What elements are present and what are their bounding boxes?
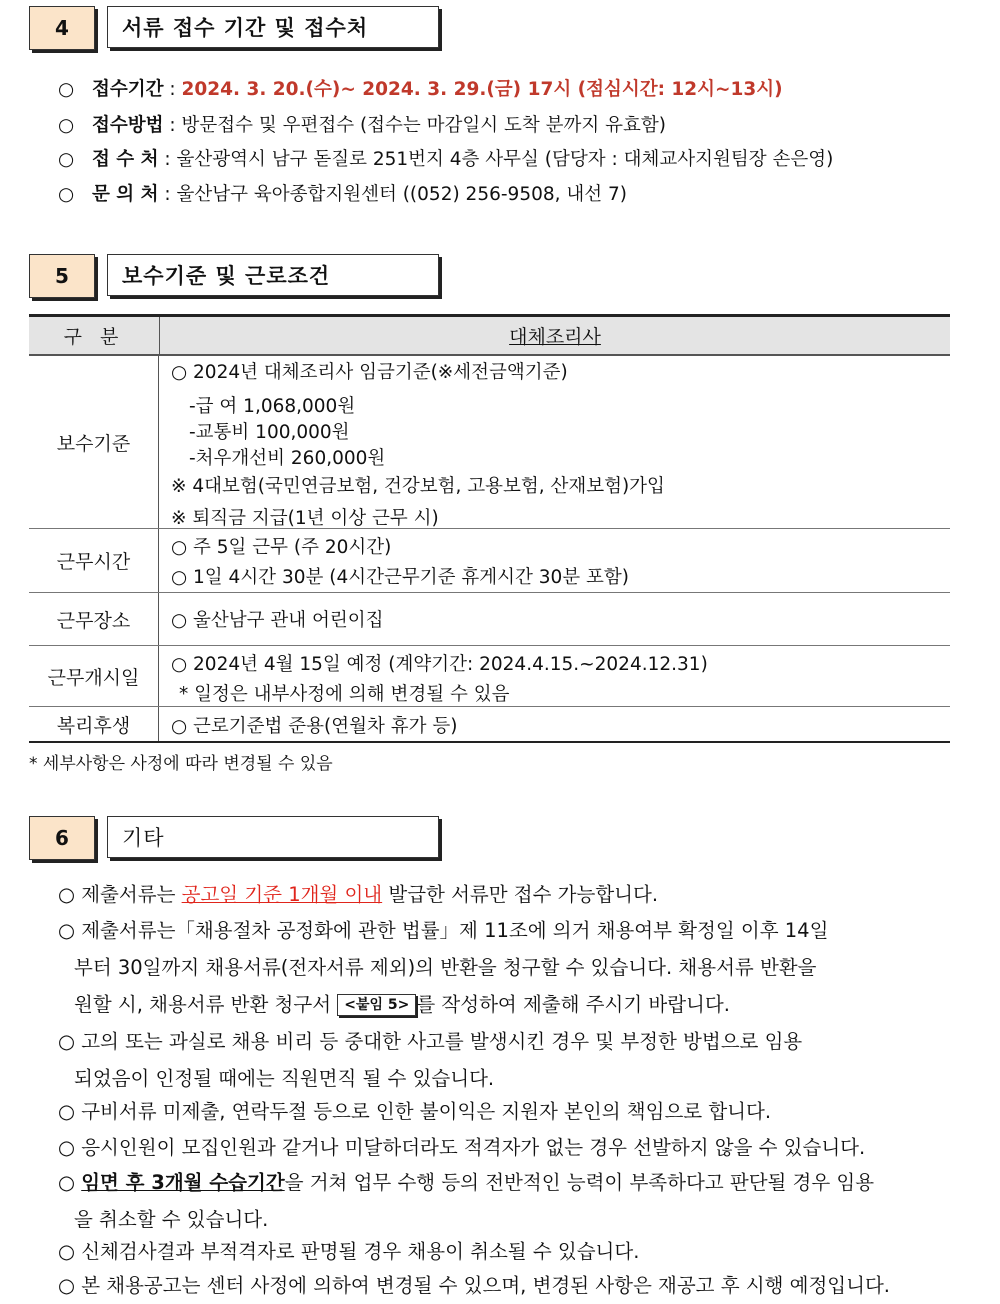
table-row-hours: 근무시간 ○ 주 5일 근무 (주 20시간) ○ 1일 4시간 30분 (4시간근무기준 휴게시간 30분 포함) xyxy=(29,529,950,593)
method-row: ○ 접수방법 : 방문접수 및 우편접수 (접수는 마감일시 도착 분까지 유효함) xyxy=(58,115,666,136)
contact-value: 울산남구 육아종합지원센터 ((052) 256-9508, 내선 7) xyxy=(176,184,627,205)
table-note: * 세부사항은 사정에 따라 변경될 수 있음 xyxy=(29,754,333,774)
period-row: ○ 접수기간 : 2024. 3. 20.(수)~ 2024. 3. 29.(금) 17시 (점심시간: 12시~13시) xyxy=(58,79,783,100)
section-number: 6 xyxy=(29,816,95,860)
etc-item-5: ○ 응시인원이 모집인원과 같거나 미달하더라도 적격자가 없는 경우 선발하지 않을 수 있습니다. xyxy=(58,1136,866,1159)
conditions-table xyxy=(29,314,950,743)
method-label: 접수방법 xyxy=(92,115,164,136)
period-label: 접수기간 xyxy=(92,79,164,100)
section-number: 5 xyxy=(29,254,95,298)
place-row: ○ 접 수 처 : 울산광역시 남구 돋질로 251번지 4층 사무실 (담당자 : 대체교사지원팀장 손은영) xyxy=(58,149,834,170)
etc-item-8: ○ 본 채용공고는 센터 사정에 의하여 변경될 수 있으며, 변경된 사항은 재공고 후 시행 예정입니다. xyxy=(58,1274,891,1297)
table-header xyxy=(29,317,950,356)
etc-item-4: ○ 구비서류 미제출, 연락두절 등으로 인한 불이익은 지원자 본인의 책임으로 합니다. xyxy=(58,1100,772,1123)
row-label: 근무시간 xyxy=(29,529,159,592)
contact-row: ○ 문 의 처 : 울산남구 육아종합지원센터 ((052) 256-9508, 내선 7) xyxy=(58,184,627,205)
header-position: 대체조리사 xyxy=(509,326,601,348)
etc-item-6: ○ 임면 후 3개월 수습기간을 거쳐 업무 수행 등의 전반적인 능력이 부족하다고 판단될 경우 임용 을 취소할 수 있습니다. xyxy=(58,1171,875,1231)
method-value: 방문접수 및 우편접수 (접수는 마감일시 도착 분까지 유효함) xyxy=(181,115,666,136)
section-title: 기타 xyxy=(107,816,439,858)
place-value: 울산광역시 남구 돋질로 251번지 4층 사무실 (담당자 : 대체교사지원팀장 손은영) xyxy=(176,149,834,170)
section-title: 서류 접수 기간 및 접수처 xyxy=(107,6,439,48)
section-number: 4 xyxy=(29,6,95,50)
etc-item-7: ○ 신체검사결과 부적격자로 판명될 경우 채용이 취소될 수 있습니다. xyxy=(58,1240,640,1263)
table-row-place: 근무장소 ○ 울산남구 관내 어린이집 xyxy=(29,593,950,646)
row-label: 근무장소 xyxy=(29,593,159,645)
period-value: 2024. 3. 20.(수)~ 2024. 3. 29.(금) 17시 (점심시간: 12시~13시) xyxy=(181,79,783,100)
table-row-pay: 보수기준 ○ 2024년 대체조리사 임금기준(※세전금액기준) -급 여 1,068,000원 -교통비 100,000원 -처우개선비 260,000원 ※ 4대보험(국민연금보험, 건강보험, 고용보험, 산재보험)가입 ※ 퇴직금 지급(1년 이상 근무 시) xyxy=(29,356,950,529)
etc-item-2: ○ 제출서류는「채용절차 공정화에 관한 법률」제 11조에 의거 채용여부 확정일 이후 14일 부터 30일까지 채용서류(전자서류 제외)의 반환을 청구할 수 있습니다. 채용서류 반환을 원할 시, 채용서류 반환 청구서 <붙임 5> 를 작성하여 제출해 주시기 바랍니다. xyxy=(58,919,829,1016)
header-category: 구 분 xyxy=(29,317,160,354)
etc-item-3: ○ 고의 또는 과실로 채용 비리 등 중대한 사고를 발생시킨 경우 및 부정한 방법으로 임용 되었음이 인정될 때에는 직원면직 될 수 있습니다. xyxy=(58,1030,803,1090)
row-label: 보수기준 xyxy=(29,356,159,528)
etc-item-1: ○ 제출서류는 공고일 기준 1개월 이내 발급한 서류만 접수 가능합니다. xyxy=(58,883,659,906)
contact-label: 문 의 처 xyxy=(92,184,159,205)
attachment-badge: <붙임 5> xyxy=(337,994,416,1016)
row-label: 근무개시일 xyxy=(29,646,159,706)
row-label: 복리후생 xyxy=(29,707,159,741)
table-row-welfare: 복리후생 ○ 근로기준법 준용(연월차 휴가 등) xyxy=(29,707,950,743)
place-label: 접 수 처 xyxy=(92,149,159,170)
table-row-start: 근무개시일 ○ 2024년 4월 15일 예정 (계약기간: 2024.4.15.~2024.12.31) * 일정은 내부사정에 의해 변경될 수 있음 xyxy=(29,646,950,707)
section-title: 보수기준 및 근로조건 xyxy=(107,254,439,296)
